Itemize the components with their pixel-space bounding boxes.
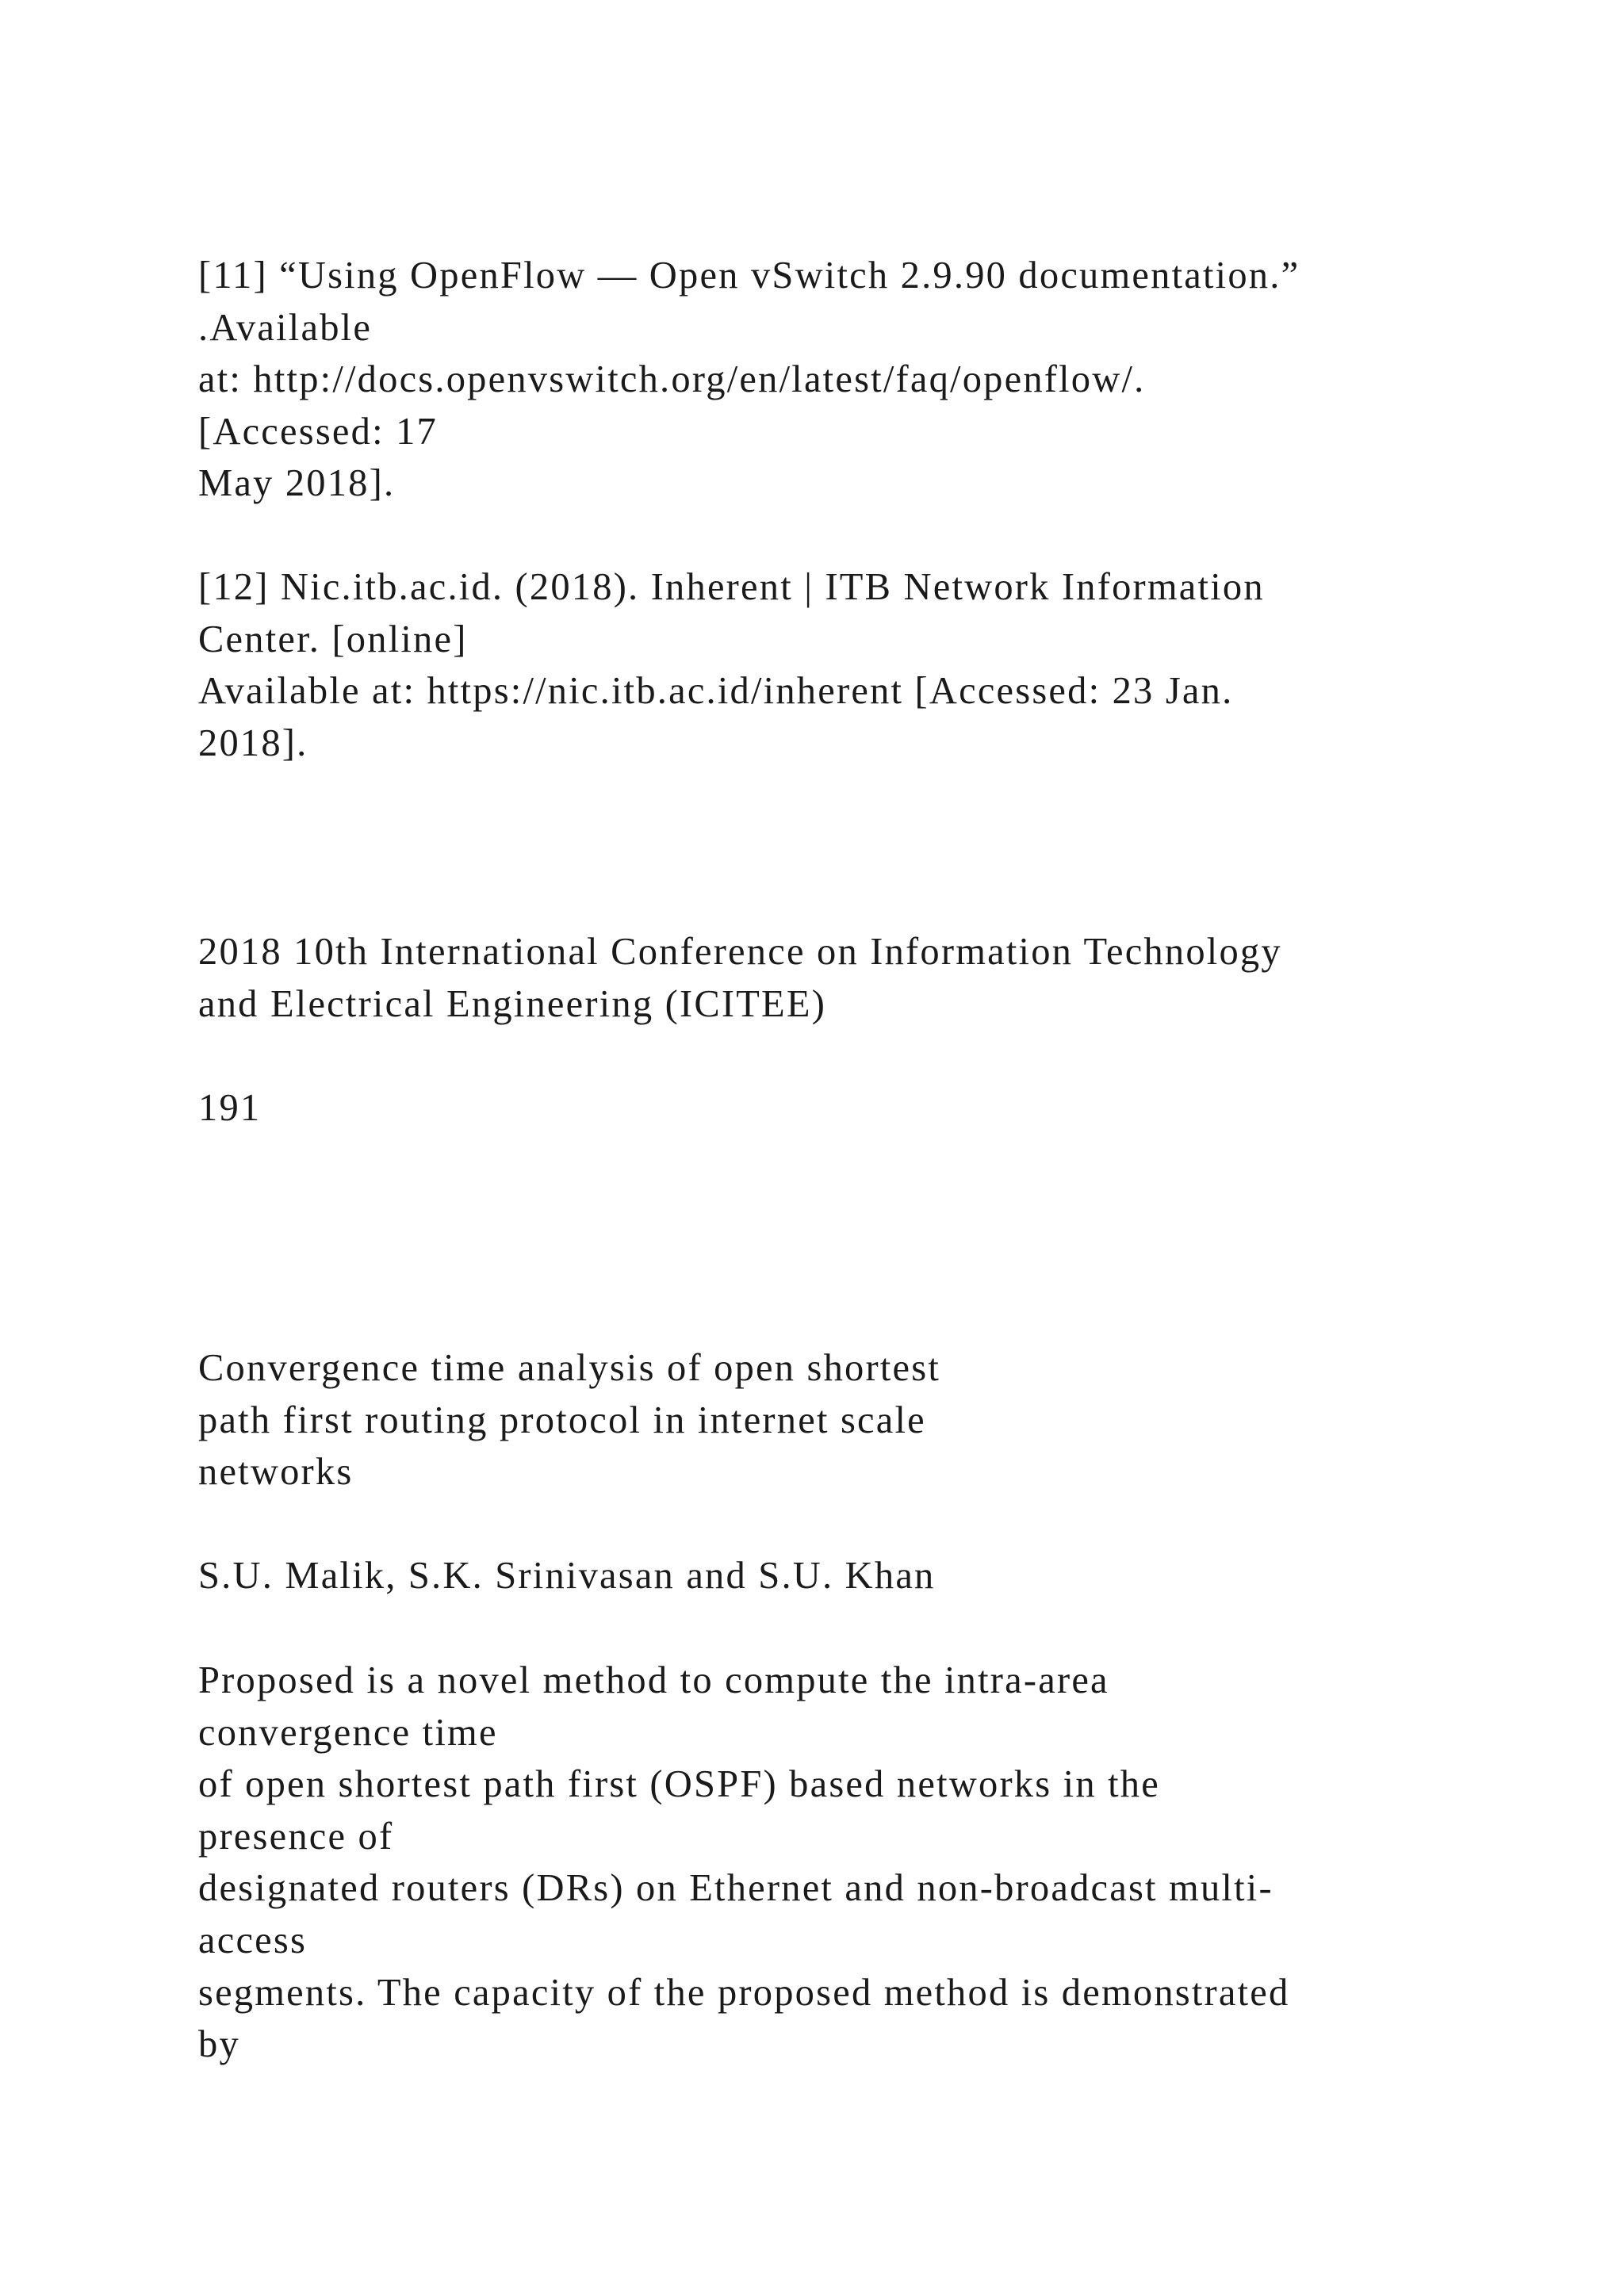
reference-12-line: [12] Nic.itb.ac.id. (2018). Inherent | ITB Network Information [198, 566, 1265, 608]
article-authors [198, 1550, 936, 1602]
abstract-line: of open shortest path first (OSPF) based networks in the [198, 1763, 1160, 1806]
abstract-line: designated routers (DRs) on Ethernet and non-broadcast multi- [198, 1867, 1274, 1910]
article-title-line: networks [198, 1451, 354, 1494]
reference-11-line: May 2018]. [198, 462, 396, 505]
page-number [198, 1082, 261, 1135]
conference-footer [198, 926, 1282, 1030]
reference-12-line: 2018]. [198, 721, 308, 764]
reference-12-line: Center. [online] [198, 618, 468, 660]
reference-11-line: at: http://docs.openvswitch.org/en/latest/faq/openflow/. [198, 358, 1146, 401]
article-title-line: path first routing protocol in internet scale [198, 1399, 926, 1441]
abstract-line: access [198, 1919, 308, 1961]
reference-12-line: Available at: https://nic.itb.ac.id/inherent [Accessed: 23 Jan. [198, 670, 1234, 713]
abstract-line: presence of [198, 1815, 394, 1858]
reference-11-line: .Available [198, 306, 373, 349]
abstract-line: convergence time [198, 1711, 498, 1754]
article-title [198, 1342, 940, 1498]
article-authors-text: S.U. Malik, S.K. Srinivasan and S.U. Khan [198, 1555, 936, 1597]
reference-11-line: [Accessed: 17 [198, 410, 438, 453]
abstract-line: segments. The capacity of the proposed method is demonstrated [198, 1971, 1290, 2014]
article-title-line: Convergence time analysis of open shortest [198, 1347, 941, 1389]
abstract-line: by [198, 2023, 240, 2066]
conference-footer-line: and Electrical Engineering (ICITEE) [198, 982, 827, 1025]
page-number-text: 191 [198, 1087, 262, 1129]
reference-12 [198, 561, 1265, 769]
abstract-line: Proposed is a novel method to compute the intra-area [198, 1659, 1109, 1701]
article-abstract [198, 1655, 1289, 2071]
reference-11-line: [11] “Using OpenFlow — Open vSwitch 2.9.90 documentation.” [198, 254, 1300, 297]
reference-11 [198, 250, 1300, 510]
conference-footer-line: 2018 10th International Conference on Information Technology [198, 931, 1282, 973]
